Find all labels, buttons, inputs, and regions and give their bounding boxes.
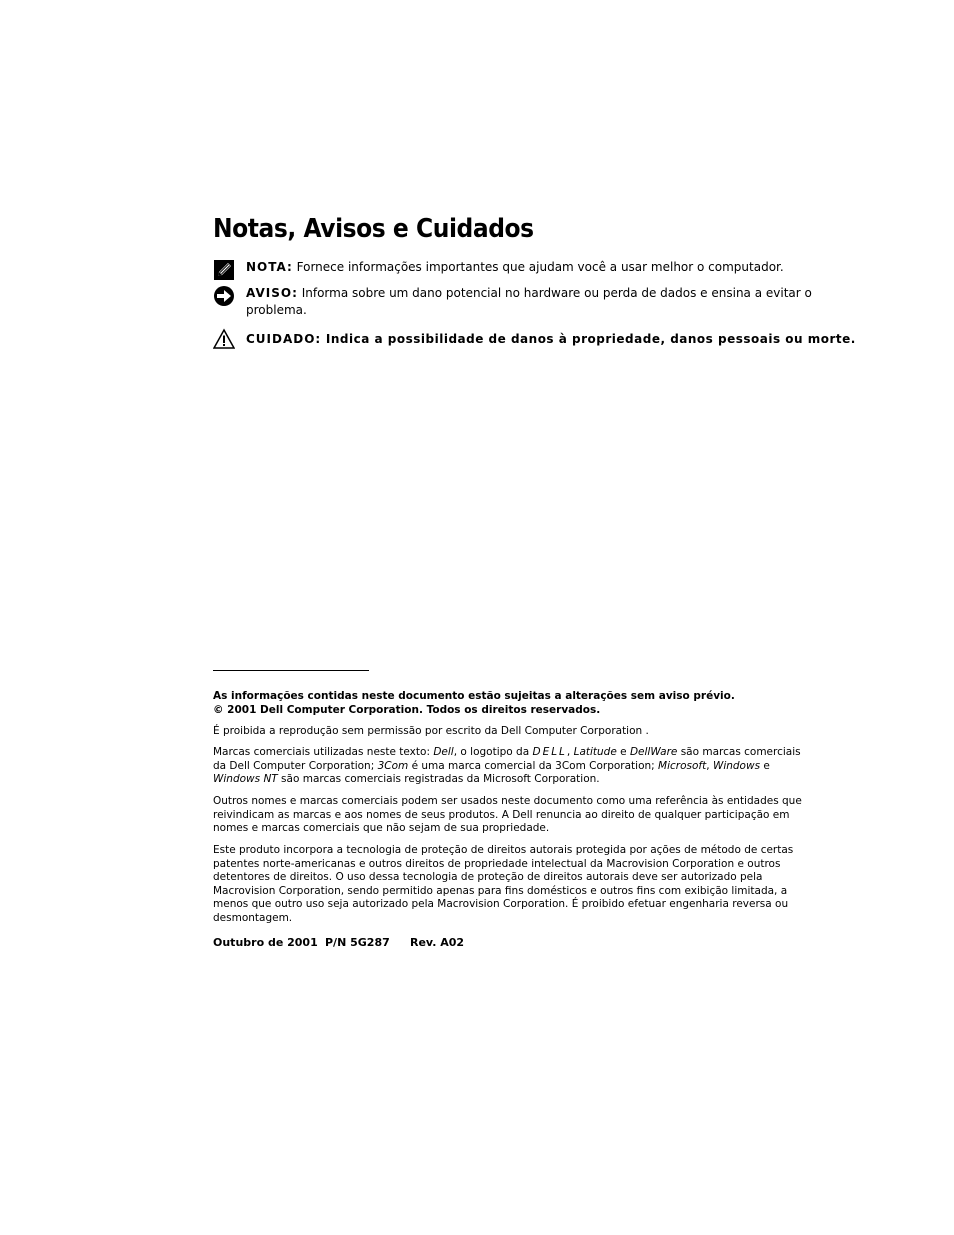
note-label: NOTA: (246, 260, 293, 274)
trademark-windows: Windows (712, 759, 761, 772)
trademarks-text: e (760, 759, 770, 772)
note-text: Fornece informações importantes que ajudam você a usar melhor o computador. (296, 260, 784, 274)
trademarks-text: e (616, 746, 630, 758)
trademark-3com: 3Com (377, 759, 409, 772)
document-footer (213, 936, 464, 949)
trademark-dellware: DellWare (629, 746, 678, 758)
trademarks-text: Marcas comerciais utilizadas neste texto: (213, 746, 434, 758)
warning-text: Informa sobre um dano potencial no hardware ou perda de dados e ensina a evitar o problema. (246, 286, 812, 317)
divider (213, 670, 369, 671)
trademark-microsoft: Microsoft (658, 759, 707, 772)
page-title: Notas, Avisos e Cuidados (213, 214, 534, 244)
trademark-dell-logo: DELL (532, 746, 567, 758)
trademarks-text: , (706, 759, 713, 772)
trademarks-text: são marcas comerciais da Dell Computer Corporation; (213, 746, 801, 772)
trademark-dell: Dell (433, 746, 454, 758)
trademark-latitude: Latitude (573, 746, 617, 758)
trademarks-text: são marcas comerciais registradas da Microsoft Corporation. (277, 773, 600, 785)
other-names-paragraph: Outros nomes e marcas comerciais podem ser usados neste documento como uma referência às entidades que reivindicam as marcas e aos nomes de seus produtos. A Dell renuncia ao direito de qualquer participação em nomes e marcas comerciais que não sejam de sua propriedade. (213, 795, 802, 834)
legal-change-notice (213, 690, 813, 717)
caution-label: CUIDADO: (246, 332, 322, 346)
revision: Rev. A02 (410, 936, 465, 949)
trademarks-text: , o logotipo da (453, 746, 533, 758)
publication-date: Outubro de 2001 (213, 936, 318, 949)
legal-line-1: As informações contidas neste documento estão sujeitas a alterações sem aviso prévio. (213, 690, 735, 702)
reproduction-notice: É proibida a reprodução sem permissão por escrito da Dell Computer Corporation . (213, 725, 649, 737)
caution-text: Indica a possibilidade de danos à propriedade, danos pessoais ou morte. (325, 332, 856, 346)
copyright-line: © 2001 Dell Computer Corporation. Todos os direitos reservados. (213, 703, 601, 716)
notice-arrow-icon (213, 285, 235, 307)
part-number: P/N 5G287 (325, 936, 390, 949)
warning-label: AVISO: (246, 286, 298, 300)
caution-triangle-icon (213, 328, 235, 350)
trademark-windows-nt: Windows NT (213, 773, 278, 785)
note-pencil-icon (213, 259, 235, 281)
macrovision-paragraph: Este produto incorpora a tecnologia de proteção de direitos autorais protegida por ações de método de certas patentes norte-americanas e outros direitos de propriedade intelectual da Macrovision Corporation e outros detentores de direitos. O uso dessa tecnologia de proteção de direitos autorais deve ser autorizado pela Macrovision Corporation, sendo permitido apenas para fins domésticos e outros fins com exibição limitada, a menos que outro uso seja autorizado pela Macrovision Corporation. É proibido efetuar engenharia reversa ou desmontagem. (213, 844, 794, 924)
trademarks-text: , (566, 746, 574, 758)
trademarks-paragraph (213, 746, 813, 787)
trademarks-text: é uma marca comercial da 3Com Corporation; (408, 759, 659, 772)
